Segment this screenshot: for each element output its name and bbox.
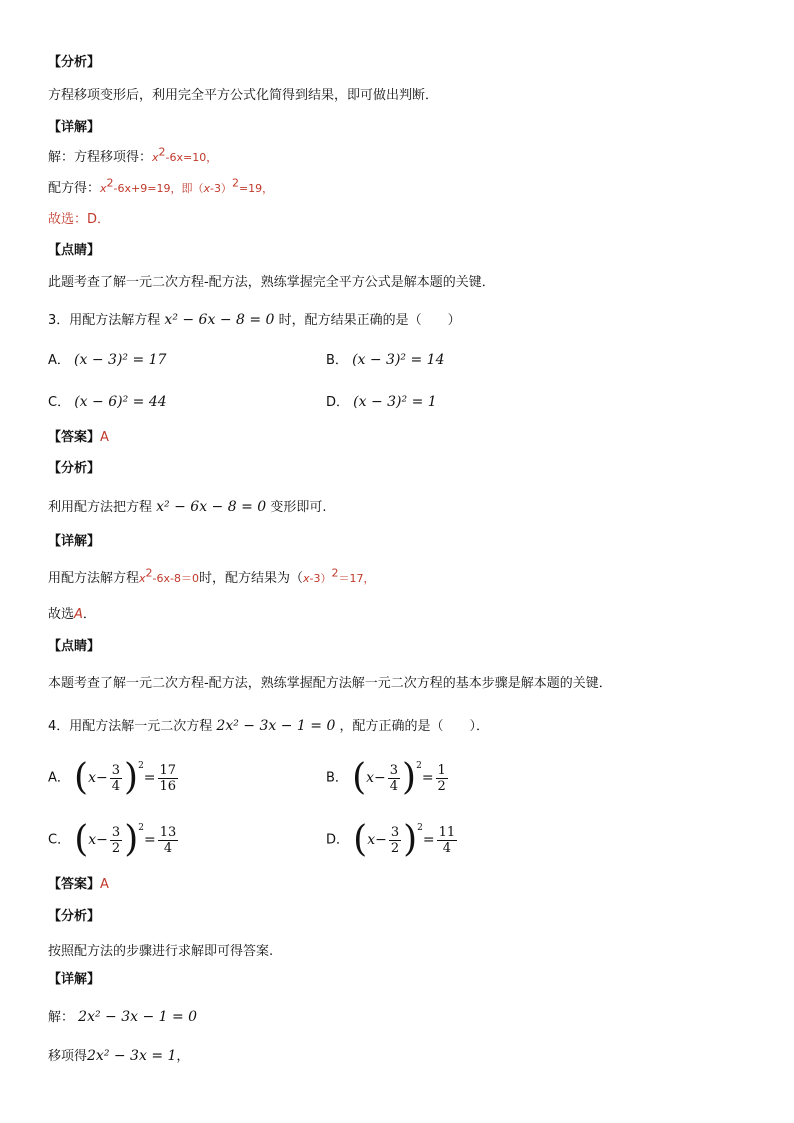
detail-line-5-eq: 2x² − 3x = 1 (87, 1048, 177, 1064)
heading-detail-2: 【详解】 (48, 534, 101, 549)
q4-b-num1: 3 (389, 762, 399, 778)
question-3-equation: x² − 6x − 8 = 0 (164, 312, 275, 328)
q4-d-num2: 11 (438, 824, 456, 840)
question-4-equation: 2x² − 3x − 1 = 0 (216, 718, 336, 734)
detail-line-3-var2: x (303, 572, 310, 585)
detail-line-3-var: x (139, 572, 146, 585)
answer-4-heading: 【答案】 (48, 877, 101, 892)
analysis-text-1: 方程移项变形后，利用完全平方公式化简得到结果，即可做出判断． (48, 88, 439, 103)
comment-text-1: 此题考查了解一元二次方程-配方法，熟练掌握完全平方公式是解本题的关键． (48, 275, 495, 290)
answer-3-value: A (100, 430, 109, 445)
detail-line-2-var2: x (203, 182, 210, 195)
heading-detail-3: 【详解】 (48, 972, 101, 987)
question-3 (48, 310, 461, 331)
q3-option-c-label: C． (48, 395, 71, 410)
q4-a-num2: 17 (159, 762, 177, 778)
comment-text-2: 本题考查了解一元二次方程-配方法，熟练掌握配方法解一元二次方程的基本步骤是解本题的关键． (48, 676, 612, 691)
detail-line-2: 配方得：$x^2-6x+9=19$，即$(x-3)^2=19$， (48, 176, 274, 196)
q3-option-c (48, 392, 167, 413)
detail-line-4 (48, 1007, 197, 1028)
detail-line-2-prefix: 配方得： (48, 181, 101, 196)
detail-line-1-var: x (152, 151, 159, 164)
q4-d-num1: 3 (390, 824, 400, 840)
detail-line-1: 解：方程移项得：$x^2-6x=10$， (48, 145, 218, 165)
q4-option-a-label: A． (48, 770, 70, 786)
q3-option-d-label: D． (326, 395, 350, 410)
q4-c-num1: 3 (111, 824, 121, 840)
q3-option-d-expr: (x − 3)² = 1 (353, 394, 437, 410)
detail-line-1-prefix: 解：方程移项得： (48, 150, 153, 165)
choice-line-2-c: ． (82, 607, 96, 622)
q3-option-a-expr: (x − 3)² = 17 (74, 352, 167, 368)
q4-d-den2: 4 (442, 840, 452, 856)
choice-line-2-b: A (74, 607, 83, 622)
heading-analysis-1: 【分析】 (48, 55, 101, 70)
detail-line-1-rest: -6x=10， (165, 151, 218, 164)
q4-option-d-label: D． (326, 832, 350, 848)
question-4 (48, 716, 489, 737)
q3-option-a-label: A． (48, 353, 70, 368)
detail-line-3: 用配方法解方程$x^2-6x-8=0$时，配方结果为$(x-3)^2=17$， (48, 566, 375, 586)
detail-line-3-e: -3） (309, 572, 332, 585)
heading-detail-1: 【详解】 (48, 120, 101, 135)
detail-line-2-b: -6x+9=19，即（ (113, 182, 204, 195)
q4-option-b: B． ( x − $\frac{3}{4}$ ) 2 = $\frac{1}{2}$ (326, 757, 446, 798)
heading-analysis-3: 【分析】 (48, 909, 101, 924)
detail-line-3-b: -6x-8＝0 (152, 572, 199, 585)
detail-line-4-a: 解： (48, 1010, 75, 1025)
answer-3-heading: 【答案】 (48, 430, 101, 445)
choice-line-2-a: 故选 (48, 607, 75, 622)
detail-line-3-a: 用配方法解方程 (48, 571, 140, 586)
q4-option-b-label: B． (326, 770, 348, 786)
detail-line-3-c: 时，配方结果为（ (198, 571, 303, 586)
q4-c-den2: 4 (163, 840, 173, 856)
detail-line-4-eq: 2x² − 3x − 1 = 0 (78, 1009, 198, 1025)
q3-option-c-expr: (x − 6)² = 44 (74, 394, 167, 410)
q4-option-c: C． ( x − $\frac{3}{2}$ ) 2 = $\frac{13}{4}$ (48, 819, 177, 860)
analysis-text-2-b: 变形即可. (270, 500, 327, 515)
q3-option-b (326, 350, 444, 371)
heading-comment-2: 【点睛】 (48, 639, 101, 654)
q4-option-c-label: C． (48, 832, 71, 848)
heading-analysis-2: 【分析】 (48, 461, 101, 476)
q4-a-num1: 3 (111, 762, 121, 778)
analysis-text-2-a: 利用配方法把方程 (48, 500, 153, 515)
q4-c-den1: 2 (111, 840, 121, 856)
choice-line-2 (48, 605, 96, 625)
q4-a-den2: 16 (159, 778, 177, 794)
heading-comment-1: 【点睛】 (48, 243, 101, 258)
question-4-suffix: ，配方正确的是（ ）． (339, 719, 490, 734)
question-3-suffix: 时，配方结果正确的是（ ） (278, 313, 461, 328)
detail-line-2-var: x (100, 182, 107, 195)
q4-c-num2: 13 (159, 824, 177, 840)
question-4-prefix: 4．用配方法解一元二次方程 (48, 719, 213, 734)
analysis-text-3: 按照配方法的步骤进行求解即可得答案. (48, 944, 274, 959)
answer-4-value: A (100, 877, 109, 892)
detail-line-5 (48, 1046, 189, 1067)
analysis-text-2 (48, 497, 326, 518)
answer-3 (48, 428, 109, 448)
q3-option-b-label: B． (326, 353, 348, 368)
q4-a-den1: 4 (111, 778, 121, 794)
detail-line-2-e: =19， (238, 182, 274, 195)
question-3-prefix: 3．用配方法解方程 (48, 313, 161, 328)
q4-option-a: A． ( x − $\frac{3}{4}$ ) 2 = $\frac{17}{16}$ (48, 757, 177, 798)
q4-b-den1: 4 (389, 778, 399, 794)
q3-option-a (48, 350, 166, 371)
choice-line-1: 故选：D． (48, 212, 111, 227)
q4-b-num2: 1 (437, 762, 446, 778)
detail-line-3-f: ＝17， (338, 572, 375, 585)
detail-line-5-b: ， (176, 1049, 190, 1064)
q4-b-den2: 2 (437, 778, 446, 794)
detail-line-2-d: -3） (209, 182, 232, 195)
answer-4 (48, 875, 109, 895)
q4-option-d: D． ( x − $\frac{3}{2}$ ) 2 = $\frac{11}{4}$ (326, 819, 456, 860)
detail-line-5-a: 移项得 (48, 1049, 88, 1064)
q3-option-b-expr: (x − 3)² = 14 (352, 352, 445, 368)
q3-option-d (326, 392, 437, 413)
q4-d-den1: 2 (390, 840, 400, 856)
analysis-text-2-eq: x² − 6x − 8 = 0 (156, 499, 267, 515)
